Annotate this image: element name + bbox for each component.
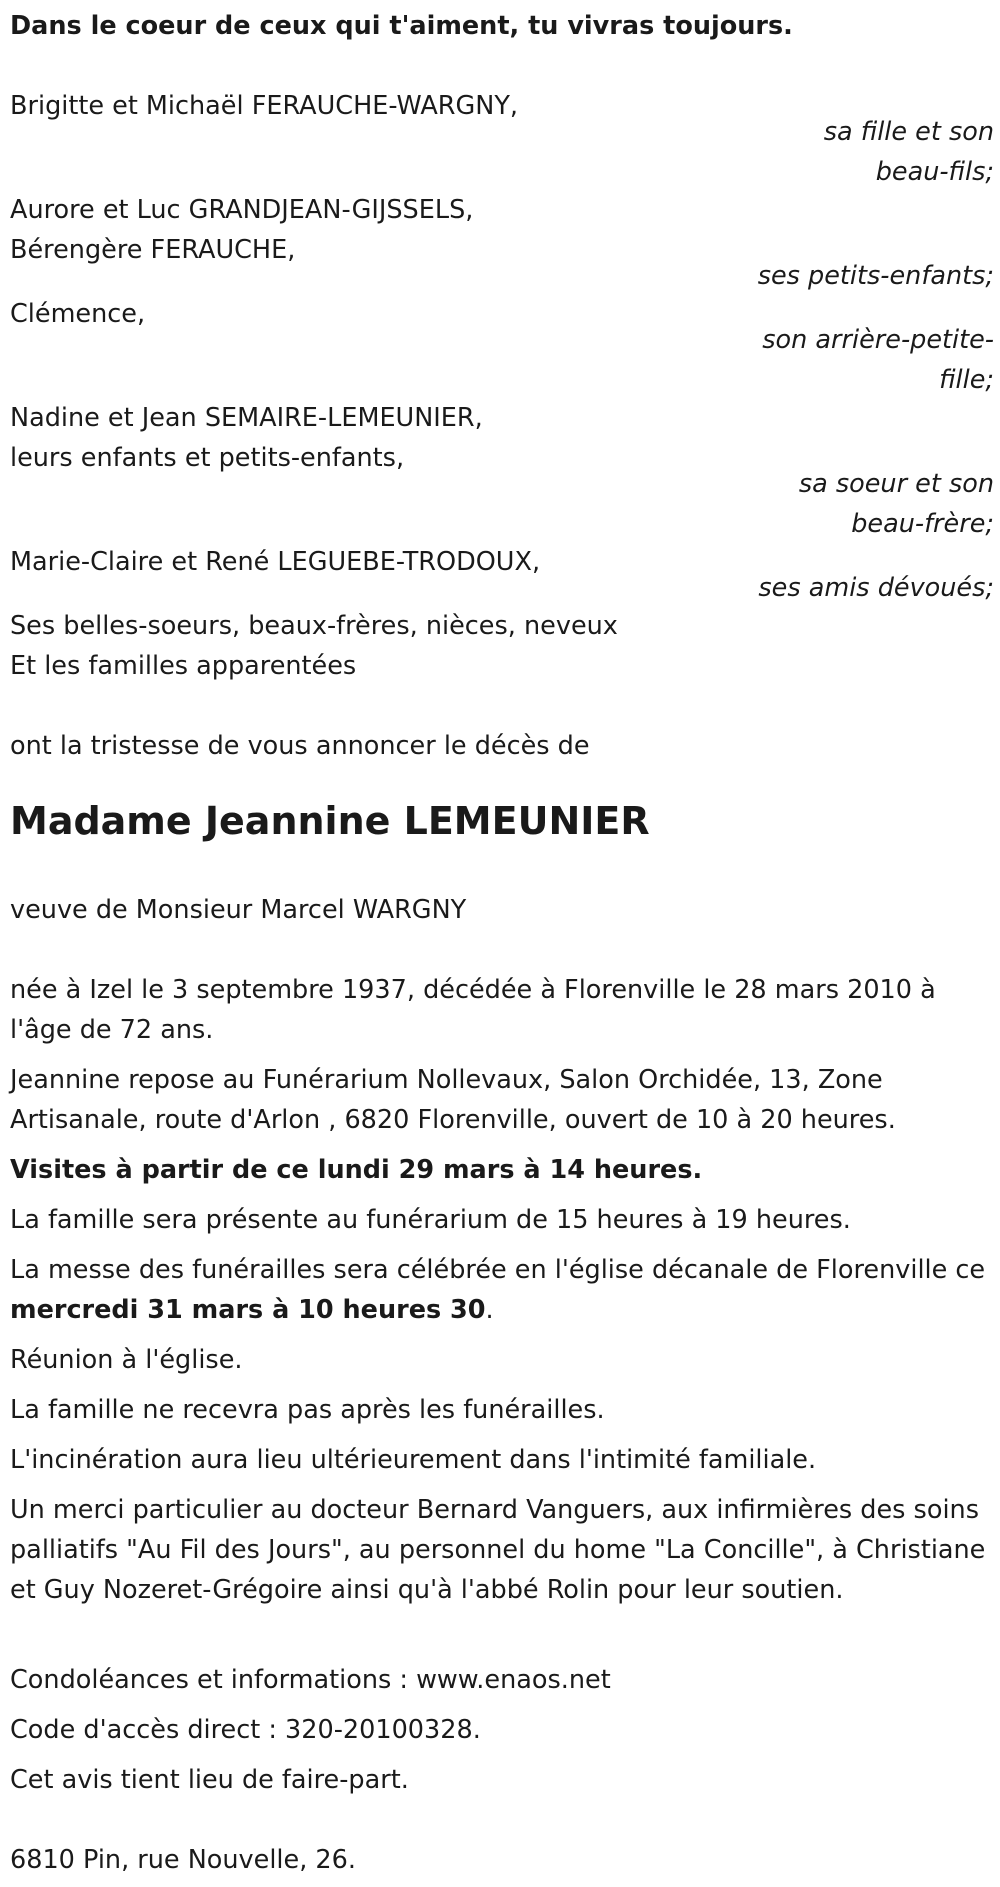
family-present: La famille sera présente au funérarium de 15 heures à 19 heures. <box>10 1205 851 1235</box>
daughter-names: Brigitte et Michaël FERAUCHE-WARGNY, <box>10 91 519 121</box>
great-grandchild-relation-line1: son arrière-petite- <box>762 325 994 355</box>
great-grandchild-relation-line2: fille; <box>939 365 994 395</box>
friends-names: Marie-Claire et René LEGUEBE-TRODOUX, <box>10 547 541 577</box>
mass-prefix: La messe des funérailles sera célébrée en l'église décanale de Florenville ce <box>10 1255 986 1285</box>
great-grandchild: Clémence, <box>10 299 146 329</box>
related-families-line: Et les familles apparentées <box>10 651 357 681</box>
meeting: Réunion à l'église. <box>10 1345 243 1375</box>
grandchild-1: Aurore et Luc GRANDJEAN-GIJSSELS, <box>10 195 474 225</box>
mass-date: mercredi 31 mars à 10 heures 30 <box>10 1295 486 1325</box>
grandchild-2: Bérengère FERAUCHE, <box>10 235 296 265</box>
birth-death: née à Izel le 3 septembre 1937, décédée à Florenville le 28 mars 2010 à l'âge de 72 ans. <box>10 975 936 1045</box>
access-code: Code d'accès direct : 320-20100328. <box>10 1715 481 1745</box>
mass-suffix: . <box>485 1295 494 1325</box>
widow-of: veuve de Monsieur Marcel WARGNY <box>10 895 467 925</box>
condolences: Condoléances et informations : www.enaos.net <box>10 1665 611 1695</box>
thanks: Un merci particulier au docteur Bernard Vanguers, aux infirmières des soins palliatifs "Au Fil des Jours", au personnel du home "La Concille", à Christiane et Guy Nozeret-Grégoire ainsi qu'à l'abbé Rolin pour leur soutien. <box>10 1495 986 1605</box>
friends-relation: ses amis dévoués; <box>758 573 994 603</box>
notice: Cet avis tient lieu de faire-part. <box>10 1765 409 1795</box>
visits: Visites à partir de ce lundi 29 mars à 14 heures. <box>10 1155 703 1185</box>
sister-children: leurs enfants et petits-enfants, <box>10 443 405 473</box>
inlaws-line: Ses belles-soeurs, beaux-frères, nièces, neveux <box>10 611 618 641</box>
epitaph: Dans le coeur de ceux qui t'aiment, tu vivras toujours. <box>10 11 793 41</box>
deceased-name: Madame Jeannine LEMEUNIER <box>10 799 650 843</box>
sister-relation-line2: beau-frère; <box>851 509 994 539</box>
sister-relation-line1: sa soeur et son <box>798 469 994 499</box>
mass-info <box>10 1250 995 1330</box>
sister-names: Nadine et Jean SEMAIRE-LEMEUNIER, <box>10 403 483 433</box>
announcement: ont la tristesse de vous annoncer le décès de <box>10 731 590 761</box>
cremation: L'incinération aura lieu ultérieurement dans l'intimité familiale. <box>10 1445 817 1475</box>
daughter-relation-line2: beau-fils; <box>875 157 994 187</box>
grandchildren-relation: ses petits-enfants; <box>757 261 994 291</box>
no-reception: La famille ne recevra pas après les funérailles. <box>10 1395 605 1425</box>
rests-at: Jeannine repose au Funérarium Nollevaux, Salon Orchidée, 13, Zone Artisanale, route d'Arlon , 6820 Florenville, ouvert de 10 à 20 heures. <box>10 1065 896 1135</box>
address: 6810 Pin, rue Nouvelle, 26. <box>10 1845 356 1875</box>
daughter-relation-line1: sa fille et son <box>823 117 994 147</box>
